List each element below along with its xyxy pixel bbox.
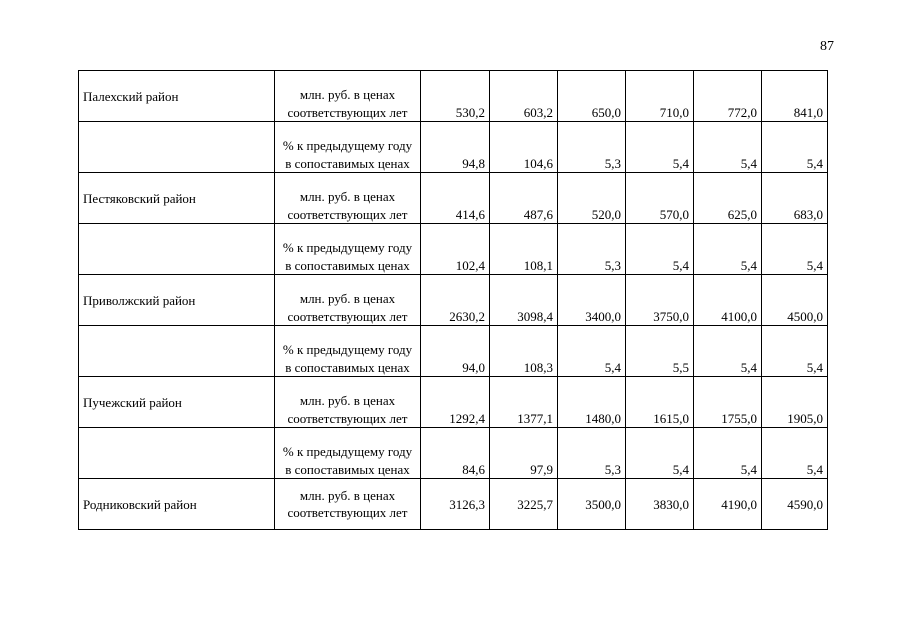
value-cell: 3098,4 [490, 275, 558, 326]
value-cell: 5,4 [694, 224, 762, 275]
value-cell: 3830,0 [626, 479, 694, 530]
table-row [79, 71, 828, 122]
value-cell: 5,3 [558, 428, 626, 479]
value-cell: 102,4 [421, 224, 490, 275]
value-cell: 4500,0 [762, 275, 828, 326]
value-cell: 94,8 [421, 122, 490, 173]
value-cell: 84,6 [421, 428, 490, 479]
value-cell: 5,4 [626, 428, 694, 479]
unit-cell: млн. руб. в ценах соответствующих лет [275, 377, 421, 428]
table-row [79, 428, 828, 479]
value-cell: 108,1 [490, 224, 558, 275]
value-cell: 841,0 [762, 71, 828, 122]
table-row [79, 122, 828, 173]
value-cell: 5,4 [762, 122, 828, 173]
value-cell: 1480,0 [558, 377, 626, 428]
table-row [79, 275, 828, 326]
value-cell: 1755,0 [694, 377, 762, 428]
value-cell: 603,2 [490, 71, 558, 122]
value-cell: 5,4 [694, 428, 762, 479]
unit-cell: млн. руб. в ценах соответствующих лет [275, 479, 421, 530]
table-row [79, 377, 828, 428]
table-row [79, 326, 828, 377]
data-table [78, 70, 828, 530]
value-cell: 4190,0 [694, 479, 762, 530]
district-cell: Приволжский район [79, 275, 275, 326]
unit-cell: % к предыдущему году в сопоставимых ценах [275, 122, 421, 173]
unit-cell: млн. руб. в ценах соответствующих лет [275, 71, 421, 122]
district-cell: Пучежский район [79, 377, 275, 428]
value-cell: 94,0 [421, 326, 490, 377]
unit-cell: % к предыдущему году в сопоставимых ценах [275, 224, 421, 275]
value-cell: 520,0 [558, 173, 626, 224]
value-cell: 104,6 [490, 122, 558, 173]
district-cell [79, 326, 275, 377]
district-cell [79, 122, 275, 173]
unit-cell: млн. руб. в ценах соответствующих лет [275, 275, 421, 326]
value-cell: 5,4 [762, 224, 828, 275]
value-cell: 5,4 [762, 326, 828, 377]
table-body [79, 71, 828, 530]
value-cell: 5,4 [762, 428, 828, 479]
value-cell: 4100,0 [694, 275, 762, 326]
page-number: 87 [820, 39, 834, 54]
value-cell: 3225,7 [490, 479, 558, 530]
value-cell: 5,3 [558, 224, 626, 275]
value-cell: 772,0 [694, 71, 762, 122]
value-cell: 1292,4 [421, 377, 490, 428]
value-cell: 1905,0 [762, 377, 828, 428]
unit-cell: % к предыдущему году в сопоставимых ценах [275, 326, 421, 377]
value-cell: 5,4 [626, 224, 694, 275]
value-cell: 530,2 [421, 71, 490, 122]
value-cell: 3750,0 [626, 275, 694, 326]
value-cell: 1615,0 [626, 377, 694, 428]
value-cell: 2630,2 [421, 275, 490, 326]
value-cell: 5,4 [694, 122, 762, 173]
value-cell: 570,0 [626, 173, 694, 224]
value-cell: 487,6 [490, 173, 558, 224]
value-cell: 683,0 [762, 173, 828, 224]
district-cell: Пестяковский район [79, 173, 275, 224]
value-cell: 3126,3 [421, 479, 490, 530]
value-cell: 5,5 [626, 326, 694, 377]
district-cell [79, 224, 275, 275]
unit-cell: млн. руб. в ценах соответствующих лет [275, 173, 421, 224]
unit-cell: % к предыдущему году в сопоставимых ценах [275, 428, 421, 479]
value-cell: 5,4 [626, 122, 694, 173]
table-row [79, 224, 828, 275]
value-cell: 5,4 [694, 326, 762, 377]
value-cell: 1377,1 [490, 377, 558, 428]
table-row [79, 173, 828, 224]
value-cell: 3400,0 [558, 275, 626, 326]
district-cell: Палехский район [79, 71, 275, 122]
table-row [79, 479, 828, 530]
value-cell: 650,0 [558, 71, 626, 122]
value-cell: 97,9 [490, 428, 558, 479]
district-cell: Родниковский район [79, 479, 275, 530]
value-cell: 108,3 [490, 326, 558, 377]
value-cell: 3500,0 [558, 479, 626, 530]
district-cell [79, 428, 275, 479]
value-cell: 4590,0 [762, 479, 828, 530]
value-cell: 414,6 [421, 173, 490, 224]
value-cell: 5,4 [558, 326, 626, 377]
value-cell: 5,3 [558, 122, 626, 173]
value-cell: 625,0 [694, 173, 762, 224]
value-cell: 710,0 [626, 71, 694, 122]
